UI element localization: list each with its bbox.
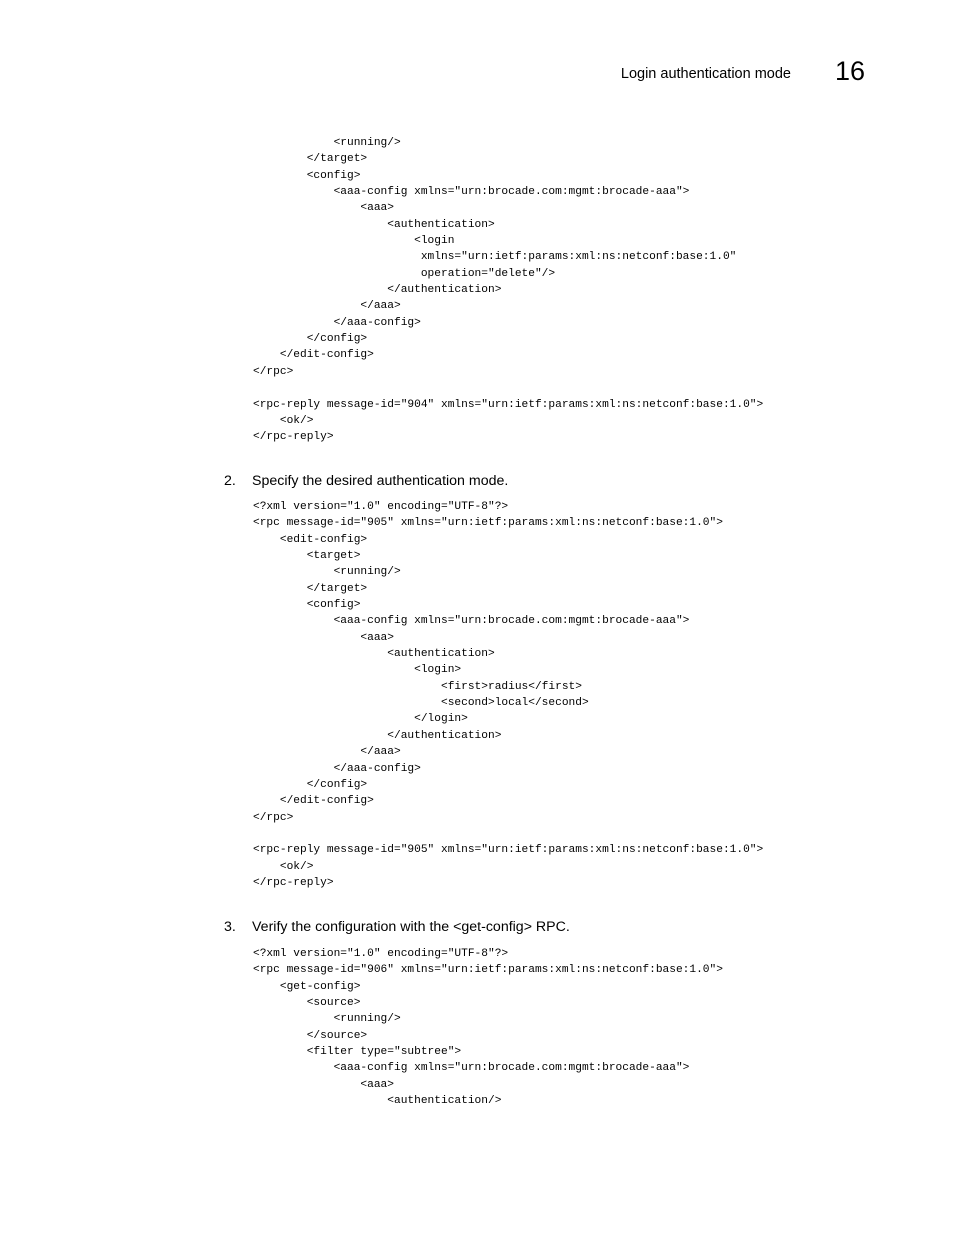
step-number: 2. xyxy=(224,473,236,489)
step-text: Verify the configuration with the <get-config> RPC. xyxy=(252,919,570,935)
step-3 xyxy=(224,918,570,936)
running-header-title: Login authentication mode xyxy=(620,66,791,82)
step-2 xyxy=(224,472,508,490)
step-number: 3. xyxy=(224,919,236,935)
chapter-number: 16 xyxy=(834,56,865,86)
code-block-get-config: <?xml version="1.0" encoding="UTF-8"?> <rpc message-id="906" xmlns="urn:ietf:params:xml:ns:netconf:base:1.0"> <get-config> <source> <running/> </source> <filter type="subtree"> <aaa-config xmlns="urn:brocade.com:mgmt:brocade-aaa"> <aaa> <authentication/> xyxy=(253,948,723,1108)
page-header xyxy=(0,56,954,92)
code-block-set-login-mode: <?xml version="1.0" encoding="UTF-8"?> <rpc message-id="905" xmlns="urn:ietf:params:xml:ns:netconf:base:1.0"> <edit-config> <target> <running/> </target> <config> <aaa-config xmlns="urn:brocade.com:mgmt:brocade-aaa"> <aaa> <authentication> <login> <first>radius</first> <second>local</second> </login> </authentication> </aaa> </aaa-config> </config> </edit-config> </rpc> <rpc-reply message-id="905" xmlns="urn:ietf:params:xml:ns:netconf:base:1.0"> <ok/> </rpc-reply> xyxy=(253,501,764,889)
step-text: Specify the desired authentication mode. xyxy=(252,473,509,489)
code-block-delete-login: <running/> </target> <config> <aaa-config xmlns="urn:brocade.com:mgmt:brocade-aaa"> <aaa> <authentication> <login xmlns="urn:ietf:params:xml:ns:netconf:base:1.0" operation="delete"/> </authentication> </aaa> </aaa-config> </config> </edit-config> </rpc> <rpc-reply message-id="904" xmlns="urn:ietf:params:xml:ns:netconf:base:1.0"> <ok/> </rpc-reply> xyxy=(253,137,764,444)
